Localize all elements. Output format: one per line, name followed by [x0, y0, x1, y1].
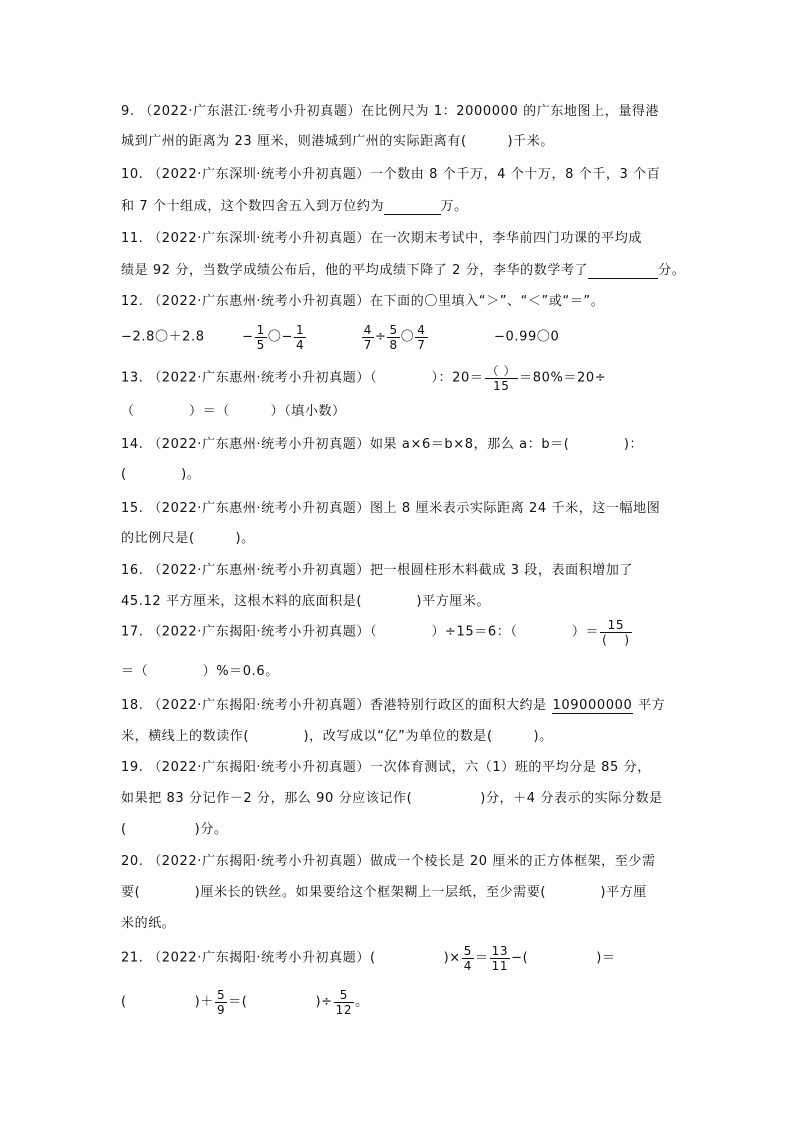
fraction: $\frac{5}{8}$: [389, 323, 398, 352]
expression-1: −2.8〇＋2.8: [121, 329, 205, 345]
question-9-line-2: 城到广州的距离为 23 厘米，则港城到广州的实际距离有( )千米。: [121, 134, 554, 149]
question-13-line-1: 13. （2022·广东惠州·统考小升初真题）（ ）：20＝ $\frac{( )}{15}$ ＝80%＝20÷: [121, 364, 607, 393]
question-16-line-1: 16. （2022·广东惠州·统考小升初真题）把一根圆柱形木料截成 3 段，表面积增加了: [121, 563, 634, 578]
fraction: $\frac{4}{7}$: [417, 323, 426, 352]
question-10-line-1: 10. （2022·广东深圳·统考小升初真题）一个数由 8 个千万，4 个十万，8 个千，3 个百: [121, 167, 661, 182]
question-15-line-1: 15. （2022·广东惠州·统考小升初真题）图上 8 厘米表示实际距离 24 千米，这一幅地图: [121, 501, 661, 516]
question-20-line-3: 米的纸。: [121, 916, 176, 931]
fraction: $\frac{13}{11}$: [491, 944, 509, 973]
question-19-line-1: 19. （2022·广东揭阳·统考小升初真题）一次体育测试，六（1）班的平均分是 85 分，: [121, 760, 651, 775]
answer-blank: [588, 263, 658, 279]
question-14-line-2: ( )。: [121, 467, 201, 482]
question-20-line-1: 20. （2022·广东揭阳·统考小升初真题）做成一个棱长是 20 厘米的正方体框架，至少需: [121, 854, 656, 869]
fraction: $\frac{( )}{15}$: [486, 364, 517, 393]
question-19-line-2: 如果把 83 分记作－2 分，那么 90 分应该记作( )分，＋4 分表示的实际分数是: [121, 791, 663, 806]
question-10-unit: 万。: [440, 199, 468, 214]
question-10-line-2: [121, 199, 468, 215]
expression-2: − $\frac{1}{5}$ 〇− $\frac{1}{4}$: [242, 323, 305, 352]
question-9-line-1: 9. （2022·广东湛江·统考小升初真题）在比例尺为 1：2000000 的广东地图上，量得港: [121, 104, 660, 119]
question-21-line-1: 21. （2022·广东揭阳·统考小升初真题）( )× $\frac{5}{4}$ ＝ $\frac{13}{11}$ −( )＝: [121, 944, 616, 973]
question-10-text: 和 7 个十组成，这个数四舍五入到万位约为: [121, 199, 385, 214]
question-21-line-2: ( )＋ $\frac{5}{9}$ ＝( )÷ $\frac{5}{12}$ 。: [121, 988, 369, 1017]
question-12-line-1: 12. （2022·广东惠州·统考小升初真题）在下面的〇里填入“＞”、“＜”或“＝”。: [121, 294, 605, 309]
fraction: $\frac{4}{7}$: [363, 323, 372, 352]
question-12-expressions: [121, 323, 559, 353]
question-14-line-1: 14. （2022·广东惠州·统考小升初真题）如果 a×6＝b×8，那么 a：b＝( )：: [121, 437, 644, 452]
expression-3: $\frac{4}{7}$ ÷ $\frac{5}{8}$ 〇 $\frac{4}{7}$: [363, 323, 426, 352]
fraction: $\frac{15}{( )}$: [602, 618, 630, 647]
question-11-unit: 分。: [658, 263, 686, 278]
question-11-text: 绩是 92 分，当数学成绩公布后，他的平均成绩下降了 2 分，李华的数学考了: [121, 263, 589, 278]
question-16-line-2: 45.12 平方厘米，这根木料的底面积是( )平方厘米。: [121, 594, 491, 609]
question-11-line-1: 11. （2022·广东深圳·统考小升初真题）在一次期末考试中，李华前四门功课的平均成: [121, 231, 642, 246]
fraction: $\frac{5}{12}$: [335, 988, 353, 1017]
underlined-number: 109000000: [552, 698, 633, 713]
fraction: $\frac{5}{9}$: [216, 988, 226, 1017]
fraction: $\frac{1}{4}$: [295, 323, 305, 352]
question-19-line-3: ( )分。: [121, 822, 228, 837]
expression-4: −0.99〇0: [494, 329, 560, 345]
question-18-line-1: 18. （2022·广东揭阳·统考小升初真题）香港特别行政区的面积大约是 109000000 平方: [121, 698, 666, 713]
question-20-line-2: 要( )厘米长的铁丝。如果要给这个框架糊上一层纸，至少需要( )平方厘: [121, 885, 647, 900]
question-15-line-2: 的比例尺是( )。: [121, 531, 255, 546]
fraction: $\frac{1}{5}$: [256, 323, 265, 352]
question-17-line-1: 17. （2022·广东揭阳·统考小升初真题）（ ）÷15＝6：（ ）＝ $\frac{15}{( )}$: [121, 618, 630, 647]
question-17-line-2: ＝（ ）%＝0.6。: [121, 664, 279, 679]
question-18-line-2: 米，横线上的数读作( )，改写成以“亿”为单位的数是( )。: [121, 729, 553, 744]
question-11-line-2: [121, 263, 685, 279]
answer-blank: [384, 199, 440, 215]
question-13-line-2: （ ）＝（ ）（填小数）: [121, 404, 346, 419]
fraction: $\frac{5}{4}$: [463, 944, 473, 973]
